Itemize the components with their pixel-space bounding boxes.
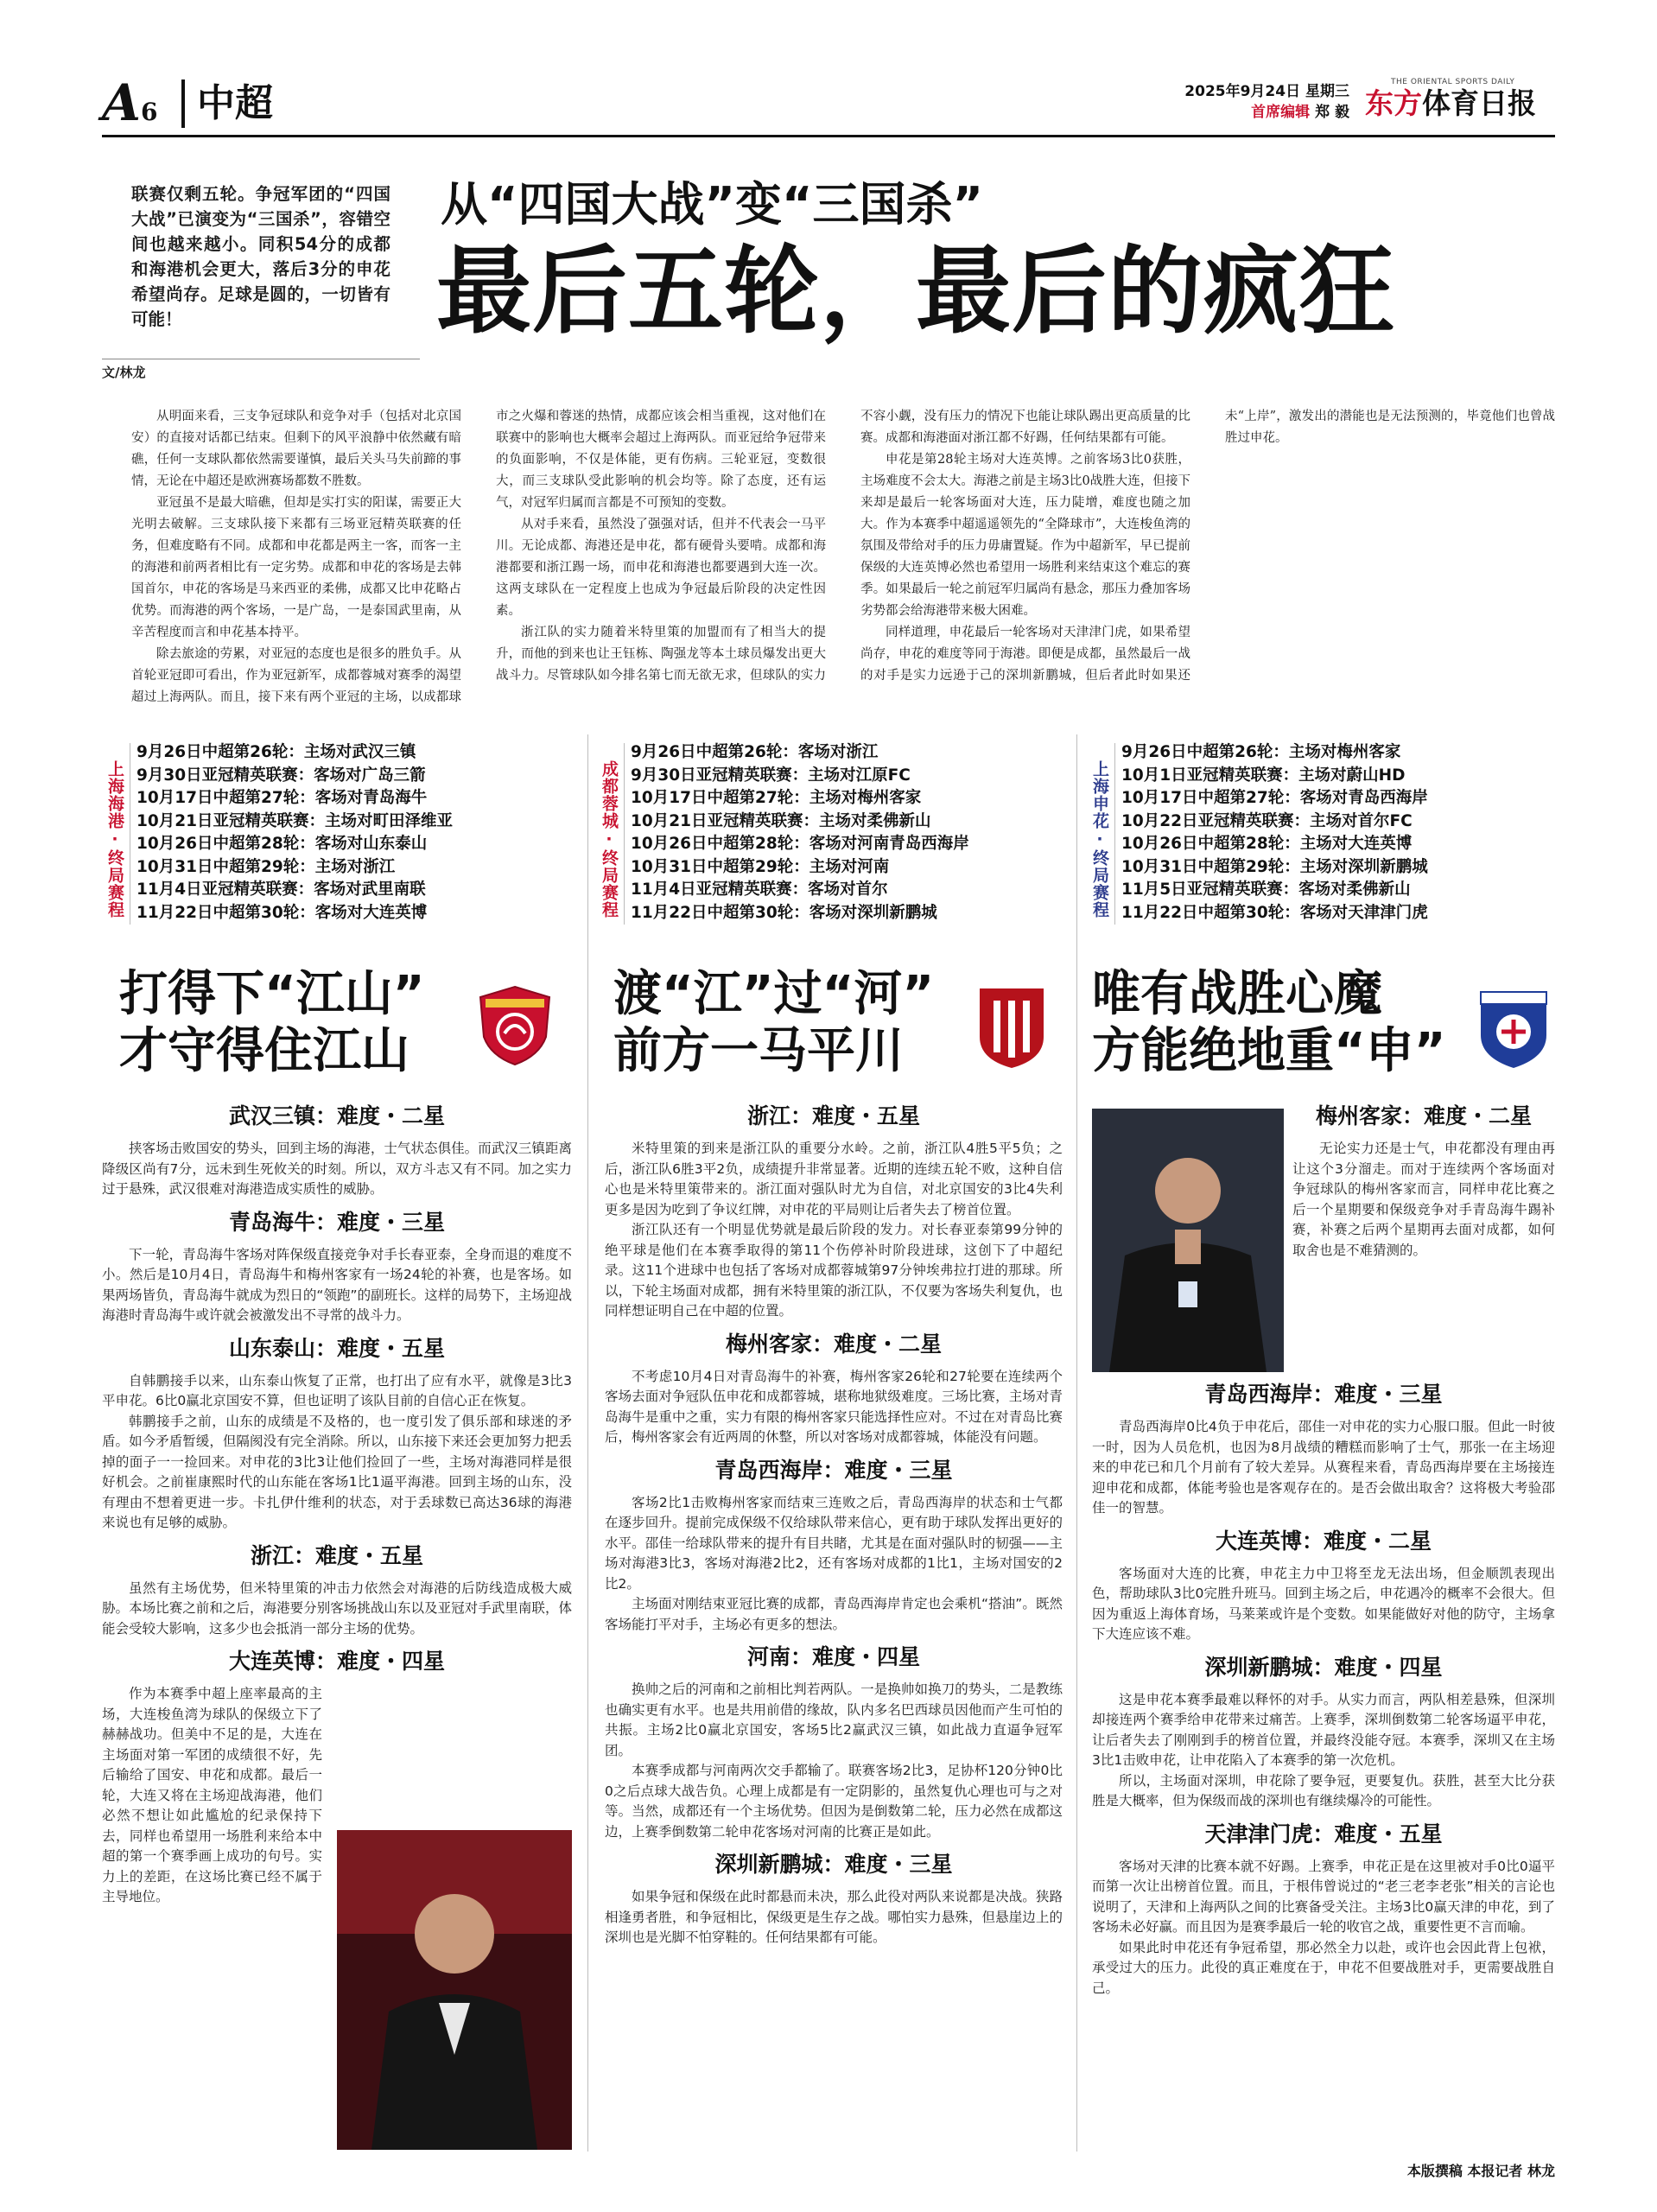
intro-paragraph: 从对手来看，虽然没了强强对话，但并不代表会一马平川。无论成都、海港还是申花，都有硬骨头要啃。成都和海港都要和浙江踢一场，而申花和海港也都要遇到大连一次。这两支球队在一定程度上也成为争冠最后阶段的决定性因素。 xyxy=(496,518,826,618)
section-heading: 浙江：难度・五星 xyxy=(746,1103,920,1128)
shenhua-logo-icon xyxy=(1476,983,1552,1070)
intro-paragraph: 浙江队的实力随着米特里策的加盟而有了相当大的提升，而他的到来也让王钰栋、陶强龙等本土球员爆发出更大战斗力。尽管球队如今排名第七而无欲无求，但球队的实力不容小觑，没有压力的情况下也能让球队踢出更高质量的比赛。成都和海港面对浙江都不好踢，任何结果都有可能。 xyxy=(496,410,1190,683)
headline-subtitle: 从“四国大战”变“三国杀” xyxy=(441,177,983,232)
column-title: 打得下“江山” 才守得住江山 xyxy=(119,966,425,1079)
section-body: 不考虑10月4日对青岛海牛的补赛，梅州客家26轮和27轮要在连续两个客场去面对争冠队伍申花和成都蓉城，堪称地狱级难度。三场比赛，主场对青岛海牛是重中之重，实力有限的梅州客家只能选择性应对。不过在对青岛比赛后，梅州客家会有近两周的休整，所以对客场对成都蓉城，体能没有问题。 xyxy=(605,1368,1063,1445)
footer-credit: 本版撰稿 本报记者 林龙 xyxy=(1406,2163,1555,2179)
schedule-item: 10月31日中超第29轮：主场对深圳新鹏城 xyxy=(1121,857,1428,876)
section-heading: 深圳新鹏城：难度・三星 xyxy=(714,1852,953,1877)
coach-photo xyxy=(1092,1109,1284,1372)
newspaper-brand xyxy=(1365,78,1555,126)
section-body: 无论实力还是士气，申花都没有理由再让这个3分溜走。而对于连续两个客场面对争冠球队的梅州客家而言，同样申花比赛之后一个星期要和保级竞争对手青岛海牛踢补赛，补赛之后两个星期再去面对成都，如何取舍也是不难猜测的。 xyxy=(1292,1141,1555,1258)
schedule-label: 上海申花·终局赛程 xyxy=(1090,760,1109,918)
schedule-item: 10月1日亚冠精英联赛：主场对蔚山HD xyxy=(1121,766,1406,785)
intro-paragraph: 从明面来看，三支争冠球队和竞争对手（包括对北京国安）的直接对话都已结束。但剩下的风平浪静中依然藏有暗礁，任何一支球队都依然需要谨慎，最后关头马失前蹄的事情，无论在中超还是欧洲赛场都数不胜数。 xyxy=(131,410,461,488)
article-lead: 联赛仅剩五轮。争冠军团的“四国大战”已演变为“三国杀”，容错空间也越来越小。同积54分的成都和海港机会更大，落后3分的申花希望尚存。足球是圆的，一切皆有可能！ xyxy=(131,184,390,329)
schedule-item: 11月22日中超第30轮：客场对大连英博 xyxy=(136,903,428,922)
schedule-list xyxy=(136,741,453,925)
section-body: 挟客场击败国安的势头，回到主场的海港，士气状态俱佳。而武汉三镇距离降级区尚有7分，远未到生死攸关的时刻。所以，双方斗志又有不同。加之实力过于悬殊，武汉很难对海港造成实质性的威胁。 xyxy=(102,1141,572,1197)
chengdu-logo-icon xyxy=(975,983,1049,1070)
byline: 文/林龙 xyxy=(102,365,146,380)
schedule-item: 11月22日中超第30轮：客场对深圳新鹏城 xyxy=(631,903,937,922)
intro-paragraph: 申花是第28轮主场对大连英博。之前客场3比0获胜，主场难度不会太大。海港之前是主场3比0战胜大连，但接下来却是最后一轮客场面对大连，压力陡增，难度也随之加大。作为本赛季中超遥遥领先的“全降球市”，大连梭鱼湾的氛围及带给对手的压力毋庸置疑。作为中超新军，早已提前保级的大连英博必然也希望用一场胜利来结束这个难忘的赛季。如果最后一轮之前冠军归属尚有悬念，那压力叠加客场劣势都会给海港带来极大困难。 xyxy=(860,453,1190,618)
schedule-divider xyxy=(624,743,625,925)
intro-body xyxy=(131,406,1555,710)
issue-date: 2025年9月24日 星期三 xyxy=(1184,83,1349,100)
schedule-label: 上海海港·终局赛程 xyxy=(105,760,124,918)
headline-title: 最后五轮，最后的疯狂 xyxy=(436,236,1395,346)
column-body-top xyxy=(1292,1094,1555,1261)
section-heading: 山东泰山：难度・五星 xyxy=(228,1335,445,1361)
column-divider xyxy=(1076,734,1077,2152)
schedule-item: 10月26日中超第28轮：客场对山东泰山 xyxy=(136,835,428,853)
section-body: 换帅之后的河南和之前相比判若两队。一是换帅如换刀的势头，二是教练也确实更有水平。也是共用前借的缘故，队内多名巴西球员因他而产生可怕的共振。主场2比0赢北京国安，客场5比2赢武汉三镇，如此战力直逼争冠军团。 本赛季成都与河南两次交手都输了。联赛客场2比3，足协杯120分钟0比0之后点球大战告负。心理上成都是有一定阴影的，虽然复仇心理也可与之对等。当然，成都还有一个主场优势。但因为是倒数第二轮，压力必然在成都这边，上赛季倒数第二轮申花客场对河南的比赛正是如此。 xyxy=(605,1681,1063,1840)
section-body: 客场对天津的比赛本就不好踢。上赛季，申花正是在这里被对手0比0逼平而第一次让出榜首位置。而且，于根伟曾说过的“老三老李老张”相关的言论也说明了，天津和上海两队之间的比赛备受关注。主场3比0赢天津的申花，到了客场未必好赢。而且因为是赛季最后一轮的收官之战，重要性更不言而喻。 如果此时申花还有争冠希望，那必然全力以赴，或许也会因此背上包袱，承受过大的压力。此役的真正难度在于，申花不但要战胜对手，更需要战胜自己。 xyxy=(1092,1858,1555,1996)
schedule-shanghai-port xyxy=(102,734,568,938)
schedule-item: 11月22日中超第30轮：客场对天津津门虎 xyxy=(1121,903,1428,922)
schedule-item: 11月4日亚冠精英联赛：客场对首尔 xyxy=(631,880,888,899)
brand-chinese: 东方体育日报 xyxy=(1365,86,1536,120)
section-body: 客场2比1击败梅州客家而结束三连败之后，青岛西海岸的状态和士气都在逐步回升。提前完成保级不仅给球队带来信心，更有助于球队发挥出更好的水平。邵佳一给球队带来的提升有目共睹，尤其是在面对强队时的韧强——主场对海港3比3，客场对海港2比2，还有客场对成都的1比1，主场对国安的2比2。 主场面对刚结束亚冠比赛的成都，青岛西海岸肯定也会乘机“搭油”。既然客场能打平对手，主场必有更多的想法。 xyxy=(605,1494,1063,1632)
column-body xyxy=(102,1094,572,1908)
schedule-item: 11月5日亚冠精英联赛：客场对柔佛新山 xyxy=(1121,880,1411,899)
section-heading: 大连英博：难度・二星 xyxy=(1215,1528,1432,1554)
section-body: 作为本赛季中超上座率最高的主场，大连梭鱼湾为球队的保级立下了赫赫战功。但美中不足的是，大连在主场面对第一军团的成绩很不好，先后输给了国安、申花和成都。最后一轮，大连又将在主场迎战海港，他们必然不想让如此尴尬的纪录保持下去，同样也希望用一场胜利来给本中超的第一个赛季画上成功的句号。实力上的差距，在这场比赛已经不属于主导地位。 xyxy=(102,1686,322,1904)
section-body: 如果争冠和保级在此时都悬而未决，那么此役对两队来说都是决战。狭路相逢勇者胜，和争冠相比，保级更是生存之战。哪怕实力悬殊，但悬崖边上的深圳也是光脚不怕穿鞋的。任何结果都有可能。 xyxy=(605,1889,1063,1945)
schedule-item: 10月26日中超第28轮：主场对大连英博 xyxy=(1121,835,1413,853)
schedule-item: 10月26日中超第28轮：客场对河南青岛西海岸 xyxy=(631,835,969,853)
coach-photo-illustration xyxy=(1092,1109,1284,1372)
schedule-item: 11月4日亚冠精英联赛：客场对武里南联 xyxy=(136,880,426,899)
schedule-item: 9月26日中超第26轮：客场对浙江 xyxy=(631,743,879,761)
schedule-item: 9月26日中超第26轮：主场对梅州客家 xyxy=(1121,743,1401,761)
schedule-item: 10月17日中超第27轮：客场对青岛海牛 xyxy=(136,789,428,807)
schedule-shanghai-shenhua xyxy=(1087,734,1553,938)
section-body: 自韩鹏接手以来，山东泰山恢复了正常，也打出了应有水平，就像是3比3平申花。6比0赢北京国安不算，但也证明了该队目前的自信心正在恢复。 韩鹏接手之前，山东的成绩是不及格的，也一度引发了俱乐部和球迷的矛盾。如今矛盾暂缓，但隔阂没有完全消除。所以，山东接下来还会更加努力把丢掉的面子一一捡回来。对申花的3比3让他们捡回了一些，主场对海港同样是很好机会。之前崔康熙时代的山东能在客场1比1逼平海港。回到主场的山东，没有理由不想着更进一步。卡扎伊什维利的状态，对于丢球数已高达36球的海港来说也有足够的威胁。 xyxy=(102,1372,572,1530)
schedule-list xyxy=(631,741,969,925)
page-number: A6 xyxy=(102,73,158,132)
column-body xyxy=(605,1094,1063,1948)
section-body: 下一轮，青岛海牛客场对阵保级直接竞争对手长春亚泰，全身而退的难度不小。然后是10月4日，青岛海牛和梅州客家有一场24轮的补赛，也是客场。如果两场皆负，青岛海牛就成为烈日的“领跑”的副班长。这样的局势下，主场迎战海港时青岛海牛或许就会被激发出不寻常的战斗力。 xyxy=(102,1246,572,1323)
shanghai-port-badge xyxy=(473,983,556,1066)
intro-paragraph: 亚冠虽不是最大暗礁，但却是实打实的阳谋，需要正大光明去破解。三支球队接下来都有三场亚冠精英联赛的任务，但难度略有不同。成都和申花都是两主一客，而客一主的海港和前两者相比有一定劣势。成都和申花的客场是去韩国首尔，申花的客场是马来西亚的柔佛，成都又比申花略占优势。而海港的两个客场，一是广岛，一是泰国武里南，从辛苦程度而言和申花基本持平。 xyxy=(131,496,461,639)
schedule-item: 9月26日中超第26轮：主场对武汉三镇 xyxy=(136,743,416,761)
header-meta xyxy=(1184,81,1349,123)
section-heading: 天津津门虎：难度・五星 xyxy=(1204,1821,1443,1847)
section-heading: 河南：难度・四星 xyxy=(746,1644,920,1669)
section-heading: 武汉三镇：难度・二星 xyxy=(228,1103,445,1128)
shanghai-port-logo-icon xyxy=(473,983,556,1066)
schedule-item: 10月31日中超第29轮：主场对浙江 xyxy=(136,857,396,876)
column-title: 渡“江”过“河” 前方一马平川 xyxy=(613,966,935,1079)
schedule-label: 成都蓉城·终局赛程 xyxy=(600,760,619,918)
page-header xyxy=(102,73,1555,132)
section-name: 中超 xyxy=(181,79,273,128)
schedule-list xyxy=(1121,741,1428,925)
chengdu-badge xyxy=(975,983,1049,1070)
schedule-item: 10月31日中超第29轮：主场对河南 xyxy=(631,857,890,876)
schedule-item: 9月30日亚冠精英联赛：主场对江原FC xyxy=(631,766,911,785)
section-heading: 梅州客家：难度・二星 xyxy=(1315,1103,1532,1128)
section-heading: 青岛海牛：难度・三星 xyxy=(228,1209,445,1235)
section-body: 客场面对大连的比赛，申花主力中卫将至龙无法出场，但金顺凯表现出色，帮助球队3比0完胜升班马。回到主场之后，申花遇冷的概率不会很大。但因为重返上海体育场，马莱莱或许是个变数。如果能做好对他的防守，主场拿下大连应该不难。 xyxy=(1092,1565,1555,1642)
section-heading: 深圳新鹏城：难度・四星 xyxy=(1204,1654,1443,1680)
schedule-item: 10月17日中超第27轮：主场对梅州客家 xyxy=(631,789,922,807)
section-body: 虽然有主场优势，但米特里策的冲击力依然会对海港的后防线造成极大威胁。本场比赛之前和之后，海港要分别客场挑战山东以及亚冠对手武里南联，体能会受较大影响，这多少也会抵消一部分主场的优势。 xyxy=(102,1580,572,1637)
intro-paragraph: 同样道理，申花最后一轮客场对天津津门虎，如果希望尚存，申花的难度等同于海港。即便是成都，虽然最后一战的对手是实力远逊于己的深圳新鹏城，但后者此时如果还未“上岸”，激发出的潜能也是无法预测的，毕竟他们也曾战胜过申花。 xyxy=(860,410,1555,683)
schedule-chengdu-rongcheng xyxy=(596,734,1063,938)
coach-photo xyxy=(337,1830,572,2150)
schedule-item: 10月21日亚冠精英联赛：主场对柔佛新山 xyxy=(631,811,931,830)
header-rule xyxy=(102,135,1555,137)
column-body xyxy=(1092,1372,1555,1999)
section-heading: 青岛西海岸：难度・三星 xyxy=(1204,1382,1443,1407)
schedule-item: 10月17日中超第27轮：客场对青岛西海岸 xyxy=(1121,789,1428,807)
schedule-item: 9月30日亚冠精英联赛：客场对广岛三箭 xyxy=(136,766,426,785)
editor-line: 首席编辑 郑 毅 xyxy=(1251,104,1349,121)
section-heading: 青岛西海岸：难度・三星 xyxy=(714,1457,953,1483)
intro-paragraph: 除去旅途的劳累，对亚冠的态度也是很多的胜负手。从首轮亚冠即可看出，作为亚冠新军，成都蓉城对赛季的渴望超过上海两队。而且，接下来有两个亚冠的主场，以成都球市之火爆和蓉迷的热情，成都应该会相当重视，这对他们在联赛中的影响也大概率会超过上海两队。而亚冠给争冠带来的负面影响，不仅是体能，更有伤病。三轮亚冠，变数很大，而三支球队受此影响的机会均等。除了态度，还有运气，对冠军归属而言都是不可预知的变数。 xyxy=(131,410,826,704)
section-body: 这是申花本赛季最难以释怀的对手。从实力而言，两队相差悬殊，但深圳却接连两个赛季给申花带来过痛苦。上赛季，深圳倒数第二轮客场逼平申花，让后者失去了刚刚到手的榜首位置，并最终没能夺冠。本赛季，深圳又在主场3比1击败申花，让申花陷入了本赛季的第一次危机。 所以，主场面对深圳，申花除了要争冠，更要复仇。获胜，甚至大比分获胜是大概率，但为保级而战的深圳也有继续爆冷的可能性。 xyxy=(1092,1691,1555,1808)
schedule-item: 10月21日亚冠精英联赛：主场对町田泽维亚 xyxy=(136,811,453,830)
schedule-item: 10月22日亚冠精英联赛：主场对首尔FC xyxy=(1121,811,1413,830)
section-heading: 梅州客家：难度・二星 xyxy=(725,1331,942,1357)
brand-english: THE ORIENTAL SPORTS DAILY xyxy=(1391,78,1515,86)
section-heading: 浙江：难度・五星 xyxy=(250,1542,423,1568)
column-divider xyxy=(587,734,588,2152)
schedule-divider xyxy=(1114,743,1115,925)
section-heading: 大连英博：难度・四星 xyxy=(228,1649,445,1674)
section-body: 青岛西海岸0比4负于申花后，邵佳一对申花的实力心服口服。但此一时彼一时，因为人员危机，也因为8月战绩的糟糕而影响了士气，那张一在主场迎来的申花已和几个月前有了较大差异。从赛程来看，青岛西海岸要在主场接连迎申花和成都，体能考验也是客观存在的。是否会做出取舍？这将极大考验邵佳一的智慧。 xyxy=(1092,1419,1555,1516)
shenhua-badge xyxy=(1476,983,1552,1070)
coach-photo-illustration xyxy=(337,1830,572,2150)
section-body: 米特里策的到来是浙江队的重要分水岭。之前，浙江队4胜5平5负；之后，浙江队6胜3平2负，成绩提升非常显著。近期的连续五轮不败，这种自信心也是米特里策带来的。浙江面对强队时尤为自信，对北京国安的3比4失利更多是因为吃到了争议红牌，对申花的平局则让后者失去了榜首位置。 浙江队还有一个明显优势就是最后阶段的发力。对长春亚泰第99分钟的绝平球是他们在本赛季取得的第11个伤停补时阶段进球，这创下了中超纪录。这11个进球中也包括了客场对成都蓉城第97分钟埃弗拉打进的那球。所以，下轮主场面对成都，拥有米特里策的浙江队，不仅要为客场失利复仇，也同样想证明自己在中超的位置。 xyxy=(605,1141,1063,1319)
column-title: 唯有战胜心魔 方能绝地重“申” xyxy=(1092,966,1446,1079)
